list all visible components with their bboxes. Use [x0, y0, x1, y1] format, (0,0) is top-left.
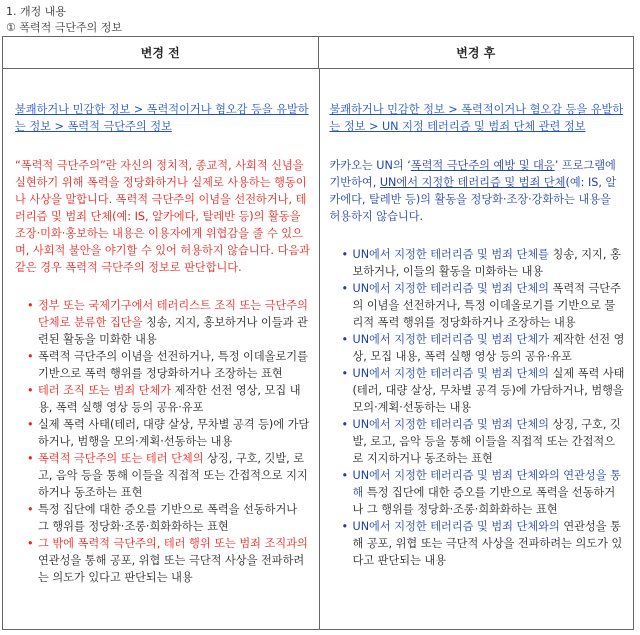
list-item — [29, 501, 311, 535]
item-text: 특정 집단에 대한 증오를 기반으로 폭력을 선동하거나 그 행위를 정당화·조롱·희화화하는 표현 — [38, 503, 298, 533]
list-item — [344, 280, 626, 331]
highlight-text: 정부 또는 국제기구에서 테러리스트 조직 또는 극단주의 단체로 분류한 집단을 — [38, 299, 308, 329]
after-column — [319, 69, 634, 629]
list-item — [344, 246, 626, 280]
list-item — [344, 467, 626, 518]
highlight-text: 테러 조직 또는 범죄 단체가 — [38, 384, 172, 397]
after-header: 변경 후 — [318, 37, 634, 68]
highlight-text: UN에서 지정한 테러리즘 및 범죄 단체가 — [352, 333, 549, 346]
item-text: 연관성을 통해 공포, 위협 또는 극단적 사상을 전파하려는 의도가 있다고 판단되는 내용 — [38, 554, 305, 584]
before-header: 변경 전 — [140, 46, 180, 60]
intro-text: (예: IS, 알카에다, 탈레반 등)의 활동을 정당화·조장·강화하는 내용을 허용하지 않습니다. — [329, 176, 617, 223]
list-item — [344, 416, 626, 467]
list-item — [29, 450, 311, 501]
after-intro — [330, 157, 626, 225]
after-item-list — [330, 246, 626, 569]
list-item — [29, 297, 311, 348]
list-item — [344, 518, 626, 569]
before-item-list — [15, 297, 311, 586]
item-text: 상징, 구호, 깃발, 로고, 음악 등을 통해 이들을 직접적 또는 간접적으로 지지하거나 동조하는 표현 — [38, 452, 308, 499]
item-text: 제작한 선전 영상, 모집 내용, 폭력 실행 영상 등의 공유·유포 — [38, 384, 301, 414]
highlight-text: 폭력적 극단주의 또는 테러 단체의 — [38, 452, 204, 465]
item-text: 칭송, 지지, 홍보하거나 이들과 관련된 활동을 미화한 내용 — [38, 316, 308, 346]
highlight-text: UN에서 지정한 테러리즘 및 범죄 단체를 — [352, 248, 549, 261]
intro-highlight: 폭력적 극단주의 예방 및 대응 — [410, 159, 555, 172]
table-header-row — [3, 37, 633, 69]
item-text: 실제 폭력 사태(테러, 대량 살상, 무차별 공격 등)에 가담하거나, 범행을 모의·계획·선동하는 내용 — [38, 418, 310, 448]
highlight-text: UN에서 지정한 테러리즘 및 범죄 단체와의 — [352, 520, 560, 533]
table-body-row — [3, 69, 633, 629]
list-item — [29, 535, 311, 586]
list-item — [344, 365, 626, 416]
highlight-text: 그 밖에 폭력적 극단주의, 테러 행위 또는 범죄 조직과의 — [38, 537, 308, 550]
before-intro: “폭력적 극단주의”란 자신의 정치적, 종교적, 사회적 신념을 실현하기 위해 폭력을 정당화하거나 실제로 사용하는 행동이나 사상을 말합니다. 폭력적 극단주의 이념을 선전하거나, 테러리즘 및 범죄 단체(예: IS, 알카에다, 탈레반 등)의 활동을 조장·미화·홍보하는 내용은 이용자에게 위협감을 줄 수 있으며, 사회적 불안을 야기할 수 있어 허용하지 않습니다. 다음과 같은 경우 폭력적 극단주의 정보로 판단합니다. — [15, 159, 310, 274]
highlight-text: UN에서 지정한 테러리즘 및 범죄 단체의 — [352, 367, 549, 380]
before-column — [3, 69, 319, 629]
item-text: 실제 폭력 사태(테러, 대량 살상, 무차별 공격 등)에 가담하거나, 범행을 모의·계획·선동하는 내용 — [352, 367, 625, 414]
comparison-table — [2, 36, 634, 630]
list-item — [344, 331, 626, 365]
list-item — [29, 348, 311, 382]
section-title: 1. 개정 내용 — [6, 5, 66, 18]
item-text: 제작한 선전 영상, 모집 내용, 폭력 실행 영상 등의 공유·유포 — [352, 333, 625, 363]
item-text: 특정 집단에 대한 증오를 기반으로 폭력을 선동하거나 그 행위를 정당화·조롱·희화화하는 표현 — [352, 486, 616, 516]
list-item — [29, 416, 311, 450]
before-category-path: 불쾌하거나 민감한 정보 > 폭력적이거나 혐오감 등을 유발하는 정보 > 폭력적 극단주의 정보 — [15, 103, 309, 133]
intro-highlight: UN에서 지정한 테러리즘 및 범죄 단체 — [379, 176, 566, 189]
after-category-path: 불쾌하거나 민감한 정보 > 폭력적이거나 혐오감 등을 유발하는 정보 > UN 지정 테러리즘 및 범죄 단체 관련 정보 — [329, 103, 624, 133]
item-text: 상징, 구호, 깃발, 로고, 음악 등을 통해 이들을 직접적 또는 간접적으로 지지하거나 동조하는 표현 — [352, 418, 621, 465]
intro-text: ’ 프로그램에 기반하여, — [329, 159, 616, 189]
highlight-text: UN에서 지정한 테러리즘 및 범죄 단체의 — [352, 418, 549, 431]
highlight-text: UN에서 지정한 테러리즘 및 범죄 단체와의 연관성을 통해 — [352, 469, 621, 499]
item-text: 폭력적 극단주의 이념을 선전하거나, 특정 이데올로기를 기반으로 물리적 폭력 행위를 정당화하거나 조장하는 내용 — [352, 282, 621, 329]
item-text: 폭력적 극단주의 이념을 선전하거나, 특정 이데올로기를 기반으로 폭력 행위를 정당화하거나 조장하는 표현 — [38, 350, 308, 380]
item-text: 칭송, 지지, 홍보하거나, 이들의 활동을 미화하는 내용 — [352, 248, 621, 278]
subsection-title: ① 폭력적 극단주의 정보 — [6, 21, 122, 34]
intro-text: 카카오는 UN의 ‘ — [329, 159, 411, 172]
item-text: 연관성을 통해 공포, 위협 또는 극단적 사상을 전파하려는 의도가 있다고 판단되는 내용 — [352, 520, 623, 567]
list-item — [29, 382, 311, 416]
highlight-text: UN에서 지정한 테러리즘 및 범죄 단체의 — [352, 282, 549, 295]
